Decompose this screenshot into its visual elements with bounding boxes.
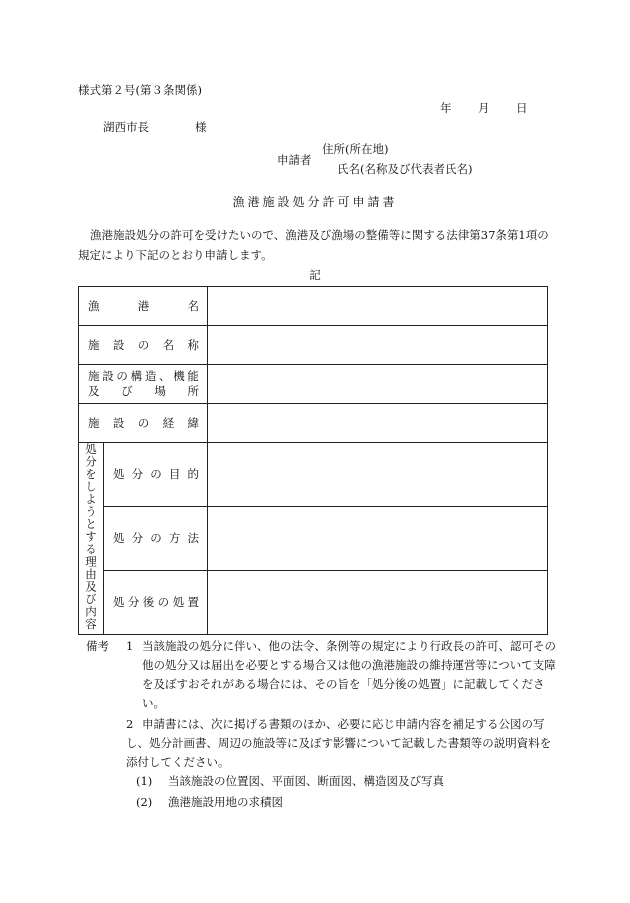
char: 設 bbox=[102, 369, 114, 383]
note-text: 当該施設の処分に伴い、他の法令、条例等の規定により行政長の許可、認可その他の処分又は届出を必要とする場合又は他の漁港施設の維持運営等について支障を及ぼすおそれがある場合には、その旨を「処分後の処置」に記載してください。 bbox=[142, 639, 556, 710]
date-year: 年 bbox=[440, 101, 452, 115]
table-row-purpose bbox=[79, 443, 548, 507]
applicant-label: 申請者 bbox=[277, 153, 312, 167]
value-structure[interactable] bbox=[208, 365, 548, 404]
char: の bbox=[150, 531, 162, 546]
note-text: 申請書には、次に掲げる書類のほか、必要に応じ申請内容を補足する公図の写し、処分計画書、周辺の施設等に及ぼす影響について記載した書類等の説明資料を添付してください。 bbox=[126, 717, 552, 769]
table-row-history bbox=[79, 404, 548, 443]
date-month: 月 bbox=[478, 101, 490, 115]
table-row-structure bbox=[79, 365, 548, 404]
subitem-num: (2) bbox=[136, 795, 153, 809]
application-table bbox=[78, 286, 548, 635]
purpose-text bbox=[113, 466, 207, 482]
char: 名 bbox=[162, 338, 175, 352]
char: 施 bbox=[88, 369, 100, 383]
char: 所 bbox=[187, 384, 199, 398]
char: 経 bbox=[162, 416, 175, 430]
body-text: 漁港施設処分の許可を受けたいので、漁港及び漁場の整備等に関する法律第37条第1項の規定により下記のとおり申請します。 bbox=[78, 228, 549, 262]
label-method bbox=[104, 506, 208, 570]
table-row-aftermath bbox=[79, 570, 548, 634]
char: 名 bbox=[187, 299, 199, 313]
notes-label: 備考 bbox=[86, 639, 109, 653]
char: 場 bbox=[154, 384, 166, 398]
ki-heading: 記 bbox=[309, 268, 321, 282]
char: 法 bbox=[187, 531, 199, 546]
char: 分 bbox=[131, 531, 144, 546]
char: 港 bbox=[137, 299, 150, 313]
name-label: 氏名(名称及び代表者氏名) bbox=[337, 162, 473, 176]
char: 設 bbox=[112, 416, 125, 430]
value-facility-name[interactable] bbox=[208, 326, 548, 365]
char: 構 bbox=[130, 369, 143, 383]
char: 及 bbox=[88, 384, 100, 398]
value-history[interactable] bbox=[208, 404, 548, 443]
char: 処 bbox=[172, 595, 185, 610]
row3-line2 bbox=[88, 384, 207, 399]
char: 目 bbox=[168, 467, 181, 482]
note-num: 2 bbox=[126, 717, 134, 731]
label-purpose bbox=[104, 443, 208, 507]
row1-text bbox=[88, 298, 207, 314]
note-num: 1 bbox=[126, 639, 134, 653]
char: 漁 bbox=[88, 299, 100, 313]
char: び bbox=[121, 384, 133, 398]
address-label: 住所(所在地) bbox=[322, 142, 389, 156]
char: 機 bbox=[173, 369, 185, 383]
date-day: 日 bbox=[516, 101, 528, 115]
char: 的 bbox=[187, 467, 199, 482]
char: 施 bbox=[88, 338, 100, 352]
char: の bbox=[116, 369, 128, 383]
char: の bbox=[137, 416, 150, 430]
form-number: 様式第２号(第３条関係) bbox=[78, 83, 202, 97]
page-title: 漁港施設処分許可申請書 bbox=[232, 195, 398, 209]
reason-group-text: 処分をしようとする理由及び内容 bbox=[84, 443, 98, 631]
char: の bbox=[157, 595, 170, 610]
label-aftermath bbox=[104, 570, 208, 634]
row3-line1 bbox=[88, 369, 207, 384]
char: 置 bbox=[187, 595, 199, 610]
char: 処 bbox=[113, 531, 125, 546]
value-purpose[interactable] bbox=[208, 443, 548, 507]
value-method[interactable] bbox=[208, 506, 548, 570]
row2-text bbox=[88, 337, 207, 353]
table-row-facility-name bbox=[79, 326, 548, 365]
char: 、 bbox=[159, 369, 171, 383]
reason-group-label bbox=[79, 443, 104, 635]
label-facility-name bbox=[79, 326, 208, 365]
note-subitem-2 bbox=[136, 793, 283, 812]
char: 称 bbox=[187, 338, 199, 352]
row4-text bbox=[88, 415, 207, 431]
value-aftermath[interactable] bbox=[208, 570, 548, 634]
label-port-name bbox=[79, 287, 208, 326]
addressee: 湖西市長 様 bbox=[103, 120, 207, 134]
subitem-num: (1) bbox=[136, 774, 153, 788]
char: の bbox=[150, 467, 162, 482]
char: 処 bbox=[113, 467, 125, 482]
aftermath-text bbox=[113, 594, 207, 610]
char: 緯 bbox=[187, 416, 199, 430]
char: 能 bbox=[187, 369, 199, 383]
char: 設 bbox=[112, 338, 125, 352]
label-structure bbox=[79, 365, 208, 404]
value-port-name[interactable] bbox=[208, 287, 548, 326]
char: 後 bbox=[142, 595, 155, 610]
note-subitem-1 bbox=[136, 772, 444, 791]
subitem-text: 当該施設の位置図、平面図、断面図、構造図及び写真 bbox=[168, 774, 444, 788]
date-line bbox=[440, 100, 528, 116]
char: 施 bbox=[88, 416, 100, 430]
char: 造 bbox=[144, 369, 157, 383]
label-history bbox=[79, 404, 208, 443]
char: 処 bbox=[113, 595, 125, 610]
method-text bbox=[113, 530, 207, 546]
subitem-text: 漁港施設用地の求積図 bbox=[168, 795, 283, 809]
table-row-method bbox=[79, 506, 548, 570]
char: 分 bbox=[131, 467, 144, 482]
char: 方 bbox=[168, 531, 181, 546]
char: の bbox=[137, 338, 150, 352]
table-row-port-name bbox=[79, 287, 548, 326]
char: 分 bbox=[127, 595, 140, 610]
